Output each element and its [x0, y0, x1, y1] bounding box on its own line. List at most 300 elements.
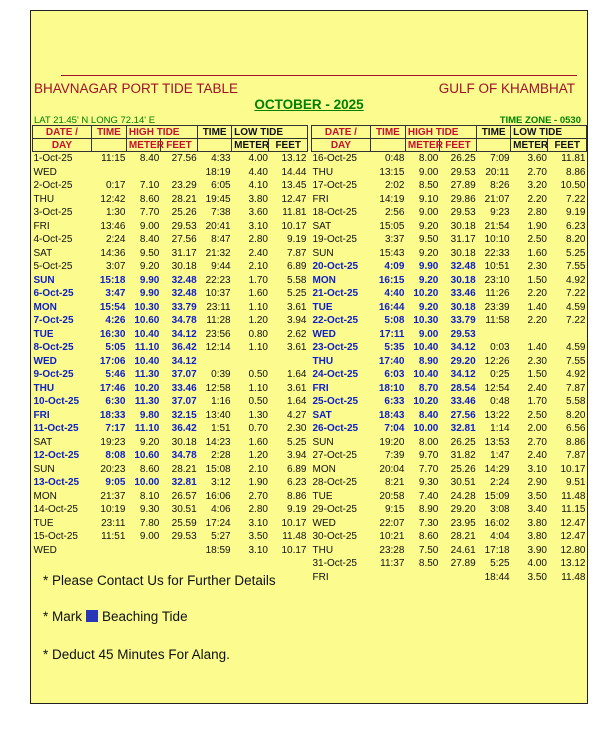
high-time-cell: 10:19 — [100, 504, 126, 516]
low-meter-cell: 2.40 — [527, 450, 547, 462]
table-row — [312, 206, 587, 220]
low-time-cell: 20:11 — [485, 166, 510, 178]
table-row — [33, 233, 308, 247]
low-feet-cell: 12.80 — [560, 544, 586, 556]
high-time-cell: 12:42 — [100, 193, 126, 205]
high-meter-cell: 7.80 — [139, 517, 160, 529]
high-time-cell: 9:05 — [105, 477, 126, 489]
date-day-header: DATE / — [312, 126, 371, 139]
high-meter-subheader: METER — [405, 139, 439, 152]
low-meter-cell: 3.60 — [248, 207, 268, 219]
low-meter-cell — [511, 328, 548, 342]
table-row — [312, 152, 587, 166]
table-row — [312, 314, 587, 328]
high-meter-cell: 9.90 — [139, 274, 160, 286]
date-cell: 14-Oct-25 — [33, 504, 78, 516]
table-row — [33, 152, 308, 166]
low-time-cell: 1:47 — [490, 450, 510, 462]
low-feet-cell: 10.17 — [281, 517, 307, 529]
date-cell: FRI — [33, 220, 50, 232]
high-time-cell: 0:48 — [384, 153, 405, 165]
high-meter-cell: 8.40 — [139, 234, 160, 246]
low-time-cell: 0:25 — [490, 369, 510, 381]
low-meter-cell: 3.10 — [248, 517, 268, 529]
low-feet-cell: 3.61 — [287, 382, 307, 394]
table-row — [33, 328, 308, 342]
tide-table-sheet — [30, 10, 588, 704]
table-row — [33, 206, 308, 220]
table-row — [33, 463, 308, 477]
date-cell: SUN — [312, 436, 334, 448]
high-time-cell — [91, 166, 126, 180]
low-feet-cell: 6.56 — [566, 423, 586, 435]
date-cell: FRI — [312, 382, 329, 394]
low-meter-cell: 1.40 — [527, 342, 547, 354]
high-feet-cell: 37.07 — [171, 369, 197, 381]
low-meter-cell: 1.70 — [248, 274, 268, 286]
high-time-cell: 20:23 — [100, 463, 126, 475]
blank-subheader — [198, 139, 232, 152]
low-meter-cell: 1.60 — [248, 288, 268, 300]
date-cell: 28-Oct-25 — [312, 477, 357, 489]
low-feet-cell: 3.61 — [287, 301, 307, 313]
high-feet-cell: 29.86 — [450, 193, 476, 205]
low-meter-cell: 2.20 — [527, 288, 547, 300]
table-row — [33, 287, 308, 301]
high-feet-cell: 32.48 — [171, 288, 197, 300]
table-row — [312, 395, 587, 409]
high-time-cell: 14:19 — [379, 193, 405, 205]
high-feet-cell: 30.18 — [450, 220, 476, 232]
high-feet-cell: 25.59 — [171, 517, 197, 529]
blank-subheader — [370, 139, 405, 152]
low-feet-cell: 5.58 — [566, 396, 586, 408]
low-time-cell: 13:40 — [205, 409, 231, 421]
table-row — [312, 328, 587, 342]
low-feet-cell: 9.51 — [566, 477, 586, 489]
low-feet-cell: 10.17 — [281, 220, 307, 232]
low-meter-cell: 3.80 — [527, 517, 547, 529]
high-time-header: TIME — [370, 126, 405, 139]
low-meter-cell: 1.70 — [527, 396, 547, 408]
high-time-cell: 0:17 — [105, 180, 126, 192]
low-meter-cell: 2.50 — [527, 409, 547, 421]
table-row — [312, 368, 587, 382]
high-meter-cell: 8.10 — [139, 490, 160, 502]
high-time-cell: 4:09 — [384, 261, 405, 273]
low-meter-cell: 1.60 — [527, 247, 547, 259]
high-feet-cell: 26.25 — [450, 153, 476, 165]
high-time-cell: 6:03 — [384, 369, 405, 381]
high-feet-cell: 31.17 — [171, 247, 197, 259]
date-cell: SUN — [312, 247, 334, 259]
table-row — [33, 260, 308, 274]
high-meter-cell: 10.40 — [413, 342, 439, 354]
table-row — [312, 274, 587, 288]
high-feet-cell: 30.18 — [171, 436, 197, 448]
high-meter-cell: 7.40 — [418, 490, 439, 502]
low-feet-cell: 11.81 — [561, 153, 586, 165]
date-cell: 5-Oct-25 — [33, 261, 73, 273]
high-feet-cell: 28.21 — [171, 193, 197, 205]
date-cell: TUE — [312, 301, 333, 313]
low-meter-cell: 1.90 — [248, 477, 268, 489]
low-time-cell: 1:51 — [211, 423, 231, 435]
low-meter-cell: 2.10 — [248, 463, 268, 475]
date-cell: 26-Oct-25 — [312, 423, 359, 435]
date-cell: WED — [33, 355, 57, 367]
low-time-cell: 12:54 — [484, 382, 510, 394]
table-row — [312, 301, 587, 315]
low-time-cell: 11:58 — [485, 315, 510, 327]
low-meter-cell: 1.10 — [248, 301, 268, 313]
low-meter-cell: 2.80 — [527, 207, 547, 219]
table-row — [312, 260, 587, 274]
high-meter-cell: 8.70 — [418, 382, 439, 394]
date-day-header: DATE / — [33, 126, 92, 139]
high-time-cell: 20:58 — [379, 490, 405, 502]
low-tide-header: LOW TIDE — [511, 126, 587, 139]
high-time-cell: 18:33 — [99, 409, 126, 421]
low-time-cell: 5:27 — [211, 531, 231, 543]
low-meter-cell: 3.40 — [527, 504, 547, 516]
high-meter-subheader: METER — [126, 139, 160, 152]
blank-subheader — [477, 139, 511, 152]
low-feet-cell: 1.64 — [287, 369, 307, 381]
low-feet-cell: 10.17 — [281, 544, 307, 556]
date-cell: 2-Oct-25 — [33, 180, 73, 192]
table-row — [312, 179, 587, 193]
date-cell: FRI — [33, 409, 50, 421]
low-meter-cell: 2.30 — [527, 261, 547, 273]
low-feet-cell: 7.87 — [287, 247, 307, 259]
date-cell: 13-Oct-25 — [33, 477, 80, 489]
low-time-cell: 10:51 — [484, 261, 510, 273]
high-feet-cell: 28.21 — [450, 531, 476, 543]
low-feet-cell: 3.94 — [287, 315, 307, 327]
low-meter-cell: 2.50 — [527, 234, 547, 246]
low-time-cell: 1:16 — [211, 396, 231, 408]
high-feet-cell: 33.79 — [450, 315, 476, 327]
high-time-cell — [91, 544, 126, 558]
date-cell: 15-Oct-25 — [33, 531, 78, 543]
high-tide-header: HIGH TIDE — [126, 126, 197, 139]
high-time-cell: 2:02 — [384, 180, 405, 192]
high-time-cell: 11:15 — [101, 153, 126, 165]
time-zone-label: TIME ZONE - 0530 — [499, 115, 581, 126]
high-feet-cell: 34.78 — [171, 315, 197, 327]
high-feet-cell: 31.17 — [450, 234, 476, 246]
date-cell: THU — [312, 544, 334, 556]
high-meter-cell: 9.90 — [418, 261, 439, 273]
low-meter-cell: 2.40 — [248, 247, 268, 259]
high-meter-cell: 11.10 — [134, 423, 160, 435]
low-time-cell: 23:56 — [205, 328, 231, 340]
low-meter-cell: 1.40 — [527, 301, 547, 313]
high-meter-cell: 9.00 — [139, 220, 160, 232]
high-meter-cell: 9.20 — [139, 436, 160, 448]
low-feet-cell: 4.59 — [566, 301, 586, 313]
low-time-cell: 9:44 — [211, 261, 231, 273]
date-cell: FRI — [312, 571, 329, 583]
low-feet-cell: 6.23 — [566, 220, 586, 232]
low-time-cell: 18:59 — [205, 544, 231, 556]
high-time-cell: 23:28 — [379, 544, 405, 556]
low-time-cell: 4:06 — [211, 504, 231, 516]
low-time-cell: 2:24 — [490, 477, 510, 489]
table-row — [33, 436, 308, 450]
table-row — [312, 247, 587, 261]
region-title: GULF OF KHAMBHAT — [438, 81, 575, 96]
high-feet-cell: 29.53 — [450, 166, 476, 178]
date-cell: THU — [312, 355, 334, 367]
table-row — [33, 166, 308, 180]
low-feet-cell: 13.12 — [560, 558, 586, 570]
low-time-cell: 15:08 — [205, 463, 231, 475]
high-feet-cell: 27.89 — [450, 558, 476, 570]
high-time-cell: 7:04 — [384, 423, 405, 435]
blank-subheader — [91, 139, 126, 152]
high-meter-cell: 9.30 — [139, 504, 160, 516]
low-time-cell: 7:38 — [211, 207, 231, 219]
date-cell: 1-Oct-25 — [33, 153, 73, 165]
low-time-cell: 23:11 — [206, 301, 231, 313]
low-feet-cell: 5.58 — [287, 274, 307, 286]
high-feet-cell: 27.56 — [450, 409, 476, 421]
date-cell: TUE — [312, 490, 333, 502]
date-cell: 27-Oct-25 — [312, 450, 357, 462]
table-row — [312, 436, 587, 450]
date-cell: SAT — [312, 220, 332, 232]
low-feet-cell: 8.20 — [566, 409, 586, 421]
low-feet-cell: 6.89 — [287, 463, 307, 475]
high-time-cell: 5:35 — [384, 342, 405, 354]
contact-note: * Please Contact Us for Further Details — [43, 573, 276, 588]
date-cell: 22-Oct-25 — [312, 315, 359, 327]
high-meter-cell: 9.20 — [139, 261, 160, 273]
high-time-cell: 3:07 — [105, 261, 126, 273]
low-meter-subheader: METER — [232, 139, 269, 152]
low-meter-cell: 1.20 — [248, 450, 268, 462]
high-meter-cell: 9.80 — [139, 409, 160, 421]
low-feet-cell — [269, 355, 308, 369]
low-meter-cell: 3.10 — [248, 220, 268, 232]
high-time-cell: 8:21 — [384, 477, 405, 489]
low-feet-cell: 12.47 — [560, 517, 586, 529]
low-meter-cell: 3.90 — [527, 544, 547, 556]
low-time-cell: 6:05 — [211, 180, 231, 192]
low-feet-cell: 8.86 — [287, 490, 307, 502]
low-meter-cell: 2.40 — [527, 382, 547, 394]
high-time-cell: 5:46 — [105, 369, 126, 381]
high-meter-cell: 9.00 — [139, 531, 160, 543]
day-subheader: DAY — [33, 139, 92, 152]
table-row — [33, 409, 308, 423]
low-feet-cell: 11.15 — [561, 504, 586, 516]
table-row — [33, 247, 308, 261]
low-feet-cell: 11.48 — [561, 571, 586, 583]
high-time-cell: 7:39 — [384, 450, 405, 462]
low-meter-cell: 2.20 — [527, 193, 547, 205]
high-meter-cell: 8.50 — [418, 180, 439, 192]
high-feet-cell: 30.18 — [450, 274, 476, 286]
high-time-cell: 21:37 — [100, 490, 126, 502]
low-meter-cell: 2.30 — [527, 355, 547, 367]
low-meter-cell: 1.30 — [248, 409, 268, 421]
low-time-cell: 15:09 — [484, 490, 510, 502]
blue-square-icon — [86, 610, 98, 622]
high-meter-cell: 9.50 — [418, 234, 439, 246]
table-row — [312, 409, 587, 423]
date-cell: 18-Oct-25 — [312, 207, 357, 219]
high-feet-cell: 33.79 — [171, 301, 197, 313]
low-feet-cell: 5.25 — [566, 247, 586, 259]
high-meter-cell: 8.00 — [418, 436, 439, 448]
date-cell: 24-Oct-25 — [312, 369, 359, 381]
date-cell: 4-Oct-25 — [33, 234, 73, 246]
tide-rows-right — [312, 152, 587, 585]
low-meter-cell: 2.80 — [248, 504, 268, 516]
high-time-cell: 19:23 — [100, 436, 126, 448]
table-row — [33, 179, 308, 193]
low-meter-cell: 4.10 — [248, 180, 268, 192]
low-feet-subheader: FEET — [548, 139, 587, 152]
date-cell: MON — [33, 490, 57, 502]
low-feet-cell: 9.19 — [287, 504, 307, 516]
low-feet-cell: 11.48 — [561, 490, 586, 502]
low-meter-cell: 2.20 — [527, 315, 547, 327]
table-row — [312, 193, 587, 207]
date-cell: 20-Oct-25 — [312, 261, 359, 273]
high-time-cell: 17:46 — [99, 382, 126, 394]
low-feet-cell: 2.62 — [287, 328, 307, 340]
low-meter-cell: 3.50 — [248, 531, 268, 543]
high-time-cell: 19:20 — [379, 436, 405, 448]
table-row — [312, 476, 587, 490]
low-feet-cell: 6.89 — [287, 261, 307, 273]
low-meter-cell: 1.20 — [248, 315, 268, 327]
low-feet-cell: 4.59 — [566, 342, 586, 354]
date-cell: 29-Oct-25 — [312, 504, 357, 516]
date-cell: 8-Oct-25 — [33, 342, 74, 354]
low-time-cell: 16:02 — [484, 517, 510, 529]
table-row — [33, 395, 308, 409]
date-cell: 30-Oct-25 — [312, 531, 357, 543]
low-feet-cell: 4.92 — [566, 274, 586, 286]
high-time-cell: 2:56 — [384, 207, 405, 219]
high-feet-cell: 34.12 — [450, 369, 476, 381]
high-time-cell: 10:21 — [379, 531, 405, 543]
low-time-header: TIME — [477, 126, 511, 139]
date-cell: SUN — [33, 274, 55, 286]
table-row — [33, 341, 308, 355]
high-meter-cell — [126, 166, 160, 180]
low-feet-cell: 8.86 — [566, 436, 586, 448]
high-meter-cell: 7.50 — [418, 544, 439, 556]
low-meter-cell: 3.10 — [527, 463, 547, 475]
date-cell: SAT — [312, 409, 332, 421]
high-time-cell: 6:33 — [384, 396, 405, 408]
high-feet-cell: 32.81 — [171, 477, 197, 489]
beaching-note-prefix: * Mark — [43, 609, 83, 624]
high-feet-cell: 33.46 — [171, 382, 197, 394]
high-meter-cell: 9.00 — [418, 166, 439, 178]
high-time-cell: 18:43 — [378, 409, 405, 421]
high-feet-cell: 23.29 — [171, 180, 197, 192]
high-feet-cell: 37.07 — [171, 396, 197, 408]
low-meter-cell: 3.80 — [527, 531, 547, 543]
date-cell: 16-Oct-25 — [312, 153, 357, 165]
date-cell: MON — [312, 463, 336, 475]
high-time-cell: 13:46 — [100, 220, 126, 232]
high-meter-cell: 10.20 — [413, 288, 439, 300]
high-meter-cell: 8.50 — [418, 558, 439, 570]
date-cell: 25-Oct-25 — [312, 396, 359, 408]
low-feet-cell: 5.25 — [287, 288, 307, 300]
low-feet-cell: 14.44 — [281, 166, 307, 178]
low-feet-cell: 12.47 — [281, 193, 307, 205]
low-time-cell: 13:53 — [484, 436, 510, 448]
high-feet-cell — [160, 544, 197, 558]
low-time-cell: 16:06 — [205, 490, 231, 502]
high-feet-cell: 30.18 — [450, 301, 476, 313]
low-feet-cell: 11.81 — [282, 207, 307, 219]
high-time-cell: 13:15 — [379, 166, 405, 178]
low-time-cell: 12:14 — [205, 342, 231, 354]
date-cell: MON — [33, 301, 57, 313]
table-row — [312, 530, 587, 544]
date-cell: THU — [33, 193, 55, 205]
high-time-cell: 16:44 — [378, 301, 405, 313]
high-feet-cell: 28.54 — [450, 382, 476, 394]
date-cell: WED — [312, 328, 336, 340]
high-feet-cell: 25.26 — [171, 207, 197, 219]
high-meter-cell: 8.00 — [418, 153, 439, 165]
low-meter-cell: 1.90 — [527, 220, 547, 232]
low-meter-cell: 3.60 — [527, 153, 547, 165]
table-row — [312, 382, 587, 396]
high-feet-cell: 34.78 — [171, 450, 197, 462]
table-row — [33, 220, 308, 234]
low-meter-cell: 2.70 — [527, 436, 547, 448]
high-feet-cell: 33.46 — [450, 288, 476, 300]
table-row — [312, 557, 587, 571]
low-time-cell: 20:41 — [205, 220, 231, 232]
low-time-cell: 8:47 — [211, 234, 231, 246]
high-meter-cell: 10.30 — [134, 301, 160, 313]
low-meter-subheader: METER — [511, 139, 548, 152]
high-meter-cell: 8.60 — [418, 531, 439, 543]
low-meter-cell: 2.90 — [527, 477, 547, 489]
low-time-cell: 22:23 — [205, 274, 231, 286]
high-meter-cell: 10.60 — [134, 450, 160, 462]
low-time-cell: 3:08 — [490, 504, 510, 516]
high-feet-cell: 32.81 — [450, 423, 476, 435]
high-time-cell: 15:18 — [99, 274, 126, 286]
table-row — [312, 233, 587, 247]
high-time-cell — [370, 571, 405, 585]
high-meter-cell: 11.10 — [134, 342, 160, 354]
table-row — [312, 449, 587, 463]
low-meter-cell: 3.80 — [248, 193, 268, 205]
high-meter-cell: 8.60 — [139, 193, 160, 205]
table-row — [33, 517, 308, 531]
low-time-cell: 11:28 — [206, 315, 231, 327]
table-row — [312, 341, 587, 355]
table-row — [312, 463, 587, 477]
low-meter-cell — [232, 355, 269, 369]
high-feet-cell: 30.18 — [171, 261, 197, 273]
